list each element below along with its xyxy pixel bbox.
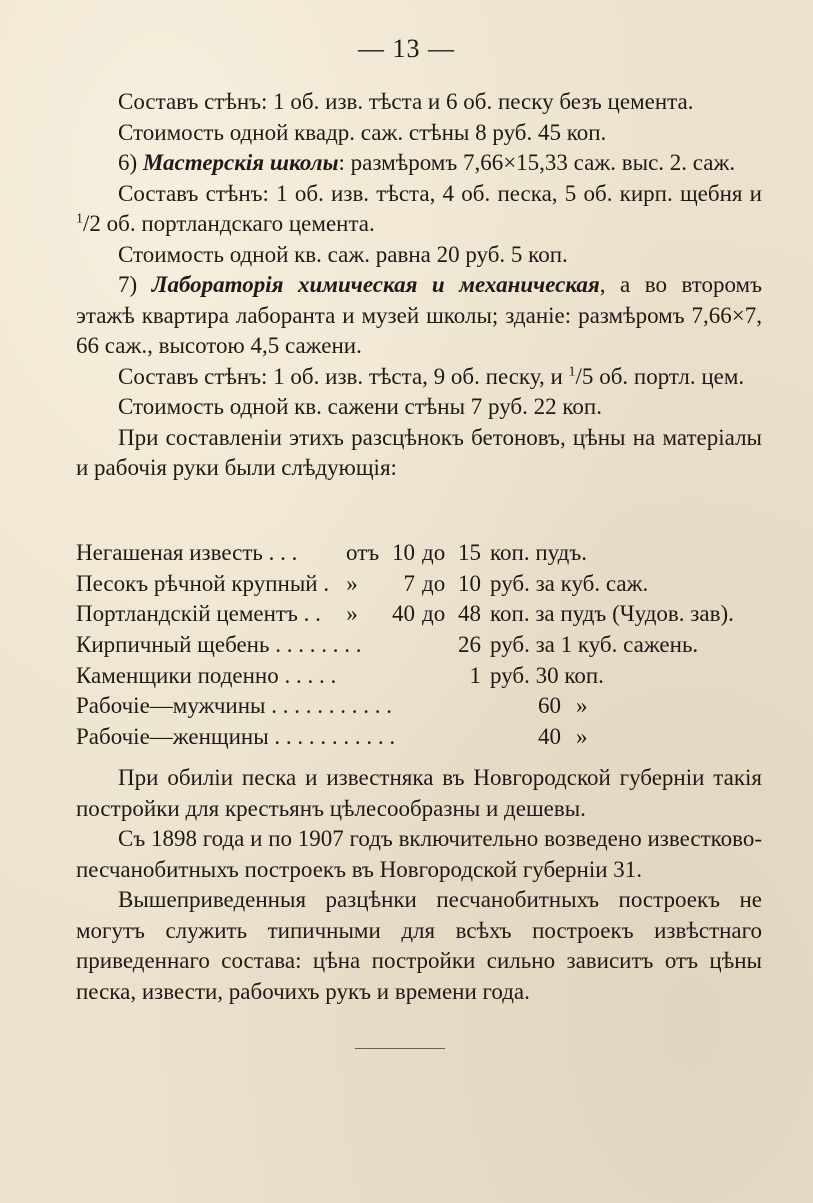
price-min: 7 xyxy=(403,570,415,596)
fraction-denominator: /2 xyxy=(83,211,101,236)
fraction-numerator: 1 xyxy=(76,211,83,227)
price-item: Песокъ рѣчной крупный . xyxy=(76,570,330,596)
fraction-denominator: /5 xyxy=(575,363,594,389)
paragraph-workshops xyxy=(76,148,762,179)
ditto-mark: » xyxy=(346,570,358,596)
price-item: Негашеная известь . . . xyxy=(76,540,298,565)
price-row xyxy=(76,601,776,632)
price-max: 60 xyxy=(538,693,561,719)
price-unit: » xyxy=(576,724,588,750)
paragraph-conclusion-2: Съ 1898 года и по 1907 годъ включительно возведено известково-песчанобитныхъ построекъ въ Новгородской губерніи 31. xyxy=(76,826,762,882)
price-max: 40 xyxy=(538,724,561,750)
paragraph-wall-cost-1: Стоимость одной квадр. саж. стѣны 8 руб. 45 коп. xyxy=(118,119,607,145)
item-number: 7) xyxy=(118,272,138,297)
price-unit: руб. за 1 куб. сажень. xyxy=(490,632,699,658)
body-text-top xyxy=(76,87,762,484)
building-title: Лабораторія химическая и механическая xyxy=(151,272,600,297)
price-to: до xyxy=(422,570,446,596)
paragraph-wall-composition-2 xyxy=(76,179,762,240)
price-row xyxy=(76,540,776,571)
paragraph-price-intro: При составленіи этихъ разсцѣнокъ бетоновъ, цѣны на матеріалы и рабочія руки были слѣдующія: xyxy=(76,424,762,480)
paragraph-wall-composition-3 xyxy=(76,362,762,393)
paragraph-laboratory xyxy=(76,270,762,362)
price-row xyxy=(76,663,776,694)
paragraph-wall-composition-1: Составъ стѣнъ: 1 об. изв. тѣста и 6 об. песку безъ цемента. xyxy=(118,89,694,114)
price-to: до xyxy=(422,601,446,627)
price-max: 1 xyxy=(469,662,481,688)
price-item: Портландскій цементъ . . xyxy=(76,601,321,627)
price-max: 26 xyxy=(458,632,481,658)
price-unit: коп. пудъ. xyxy=(490,540,588,565)
price-max: 15 xyxy=(458,540,481,565)
price-min: 10 xyxy=(392,540,415,565)
price-item: Каменщики поденно . . . . . xyxy=(76,662,337,688)
paragraph-conclusion-3: Вышеприведенныя разцѣнки песчанобитныхъ построекъ не могутъ служить типичными для всѣхъ построекъ извѣстнаго приведеннаго состава: цѣна постройки сильно зависитъ отъ цѣны песка, извести, рабочихъ рукъ и времени года. xyxy=(76,887,762,1004)
price-unit: » xyxy=(576,693,588,719)
price-row xyxy=(76,693,776,724)
ditto-mark: » xyxy=(346,601,358,627)
page-number: — 13 — xyxy=(358,34,455,63)
price-to: до xyxy=(422,540,446,565)
paragraph-wall-cost-3: Стоимость одной кв. сажени стѣны 7 руб. 22 коп. xyxy=(118,394,602,419)
building-title: Мастерскія школы xyxy=(142,150,339,175)
building-details: : размѣромъ 7,66×15,33 саж. выс. 2. саж. xyxy=(338,150,736,175)
composition-text: Составъ стѣнъ: 1 об. изв. тѣста, 9 об. песку, и xyxy=(118,363,569,389)
price-unit: руб. за куб. саж. xyxy=(490,570,649,596)
price-unit: коп. за пудъ (Чудов. зав). xyxy=(490,601,734,627)
price-unit: руб. 30 коп. xyxy=(490,662,604,688)
price-max: 48 xyxy=(458,601,481,627)
item-number: 6) xyxy=(118,150,138,175)
body-text-bottom xyxy=(76,763,762,1007)
paragraph-wall-cost-2: Стоимость одной кв. саж. равна 20 руб. 5 коп. xyxy=(118,241,568,267)
building-details: , а во второмъ этажѣ квартира лаборанта и музей школы; зданіе: размѣромъ 7,66×7, 66 саж., высотою 4,5 сажени. xyxy=(76,272,763,358)
paragraph-conclusion-1: При обиліи песка и известняка въ Новгородской губерніи такія постройки для крестьянъ цѣлесообразны и дешевы. xyxy=(76,765,762,821)
price-item: Рабочіе—женщины . . . . . . . . . . . xyxy=(76,724,396,750)
price-row xyxy=(76,632,776,663)
fraction-numerator: 1 xyxy=(568,363,576,379)
section-divider xyxy=(355,1048,445,1049)
price-list xyxy=(76,540,776,755)
price-row xyxy=(76,571,776,602)
composition-text-end: об. портл. цем. xyxy=(593,363,745,389)
price-min: 40 xyxy=(392,601,415,627)
price-item: Рабочіе—мужчины . . . . . . . . . . . xyxy=(76,693,392,719)
composition-text-end: об. портландскаго цемента. xyxy=(100,211,375,236)
composition-text: Составъ стѣнъ: 1 об. изв. тѣста, 4 об. песка, 5 об. кирп. щебня и xyxy=(118,180,762,206)
price-max: 10 xyxy=(458,570,481,596)
price-item: Кирпичный щебень . . . . . . . . xyxy=(76,632,362,658)
price-row xyxy=(76,724,776,755)
price-from: отъ xyxy=(346,540,380,565)
